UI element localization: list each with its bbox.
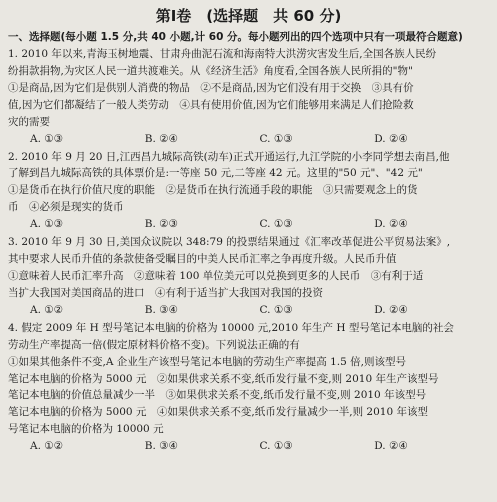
- answer-option[interactable]: B. ②④: [144, 132, 178, 145]
- question-text-line: 当扩大我国对美国商品的进口 ④有利于适当扩大我国对我国的投资: [8, 286, 323, 299]
- question-text-line: 劳动生产率提高一倍(假定原材料价格不变)。下列说法正确的有: [8, 338, 300, 351]
- answer-option[interactable]: B. ③④: [144, 440, 178, 453]
- question-4: [8, 320, 489, 455]
- exam-page: [0, 6, 497, 502]
- answer-option[interactable]: D. ②④: [374, 303, 408, 316]
- question-text-line: 1. 2010 年以来,青海玉树地震、甘肃舟曲泥石流和海南特大洪涝灾害发生后,全国各族人民纷: [8, 48, 437, 60]
- question-text-line: 纷捐款捐物,为灾区人民一道共渡难关。从《经济生活》角度看,全国各族人民所捐的"物": [8, 64, 413, 77]
- question-text-line: 号笔记本电脑的价格为 10000 元: [8, 423, 164, 436]
- question-text-line: ①如果其他条件不变,A 企业生产该型号笔记本电脑的劳动生产率提高 1.5 倍,则该型号: [8, 355, 406, 368]
- answer-option[interactable]: A. ①③: [30, 218, 64, 231]
- answer-option[interactable]: C. ①③: [259, 303, 293, 316]
- answer-option[interactable]: C. ①③: [259, 440, 293, 453]
- paper-title: 第Ⅰ卷 (选择题 共 60 分): [155, 7, 342, 25]
- question-text-line: 笔记本电脑的价格为 5000 元 ②如果供求关系不变,纸币发行量不变,则 2010 年生产该型号: [8, 372, 439, 385]
- answer-option[interactable]: B. ③④: [144, 303, 178, 316]
- question-2: [8, 149, 489, 234]
- question-text-line: ①是货币在执行价值尺度的职能 ②是货币在执行流通手段的职能 ③只需要观念上的货: [8, 184, 418, 197]
- answer-option[interactable]: A. ①②: [30, 440, 64, 453]
- answer-options: [8, 302, 489, 319]
- answer-option[interactable]: A. ①②: [30, 303, 64, 316]
- answer-option[interactable]: D. ②④: [374, 440, 408, 453]
- question-text-line: 4. 假定 2009 年 H 型号笔记本电脑的价格为 10000 元,2010 年生产 H 型号笔记本电脑的社会: [8, 321, 454, 334]
- question-text-line: ①是商品,因为它们是供别人消费的物品 ②不是商品,因为它们没有用于交换 ③具有价: [8, 81, 414, 94]
- question-1: [8, 46, 489, 148]
- question-text-line: 值,因为它们都凝结了一般人类劳动 ④具有使用价值,因为它们能够用来满足人们抢险救: [8, 98, 414, 111]
- question-3: [8, 234, 489, 319]
- answer-option[interactable]: D. ②④: [374, 218, 408, 231]
- question-list: [8, 46, 489, 455]
- answer-options: [8, 131, 489, 148]
- answer-options: [8, 438, 489, 455]
- answer-option[interactable]: B. ②③: [144, 218, 178, 231]
- question-text-line: 笔记本电脑的价值总量减少一半 ③如果供求关系不变,纸币发行量不变,则 2010 年该型号: [8, 389, 427, 402]
- question-text-line: 灾的需要: [8, 115, 50, 128]
- question-text-line: 其中要求人民币升值的条款使备受瞩目的中美人民币汇率之争再度升级。人民币升值: [8, 253, 397, 266]
- question-text-line: ①意味着人民币汇率升高 ②意味着 100 单位美元可以兑换到更多的人民币 ③有利于适: [8, 269, 424, 282]
- answer-option[interactable]: C. ①③: [259, 132, 293, 145]
- answer-option[interactable]: C. ①③: [259, 218, 293, 231]
- answer-option[interactable]: D. ②④: [374, 132, 408, 145]
- question-text-line: 币 ④必须是现实的货币: [8, 201, 124, 214]
- answer-options: [8, 216, 489, 233]
- question-text-line: 笔记本电脑的价格为 5000 元 ④如果供求关系不变,纸币发行量减少一半,则 2010 年该型: [8, 406, 428, 419]
- answer-option[interactable]: A. ①③: [30, 132, 64, 145]
- section-heading: 一、选择题(每小题 1.5 分,共 40 小题,计 60 分。每小题列出的四个选项中只有一项最符合题意): [8, 31, 463, 43]
- question-text-line: 2. 2010 年 9 月 20 日,江西昌九城际高铁(动车)正式开通运行,九江学院的小李同学想去南昌,他: [8, 150, 450, 163]
- question-text-line: 3. 2010 年 9 月 30 日,美国众议院以 348:79 的投票结果通过《汇率改革促进公平贸易法案》,: [8, 236, 451, 249]
- question-text-line: 了解到昌九城际高铁的具体票价是:一等座 50 元,二等座 42 元。这里的"50 元"、"42 元": [8, 167, 423, 180]
